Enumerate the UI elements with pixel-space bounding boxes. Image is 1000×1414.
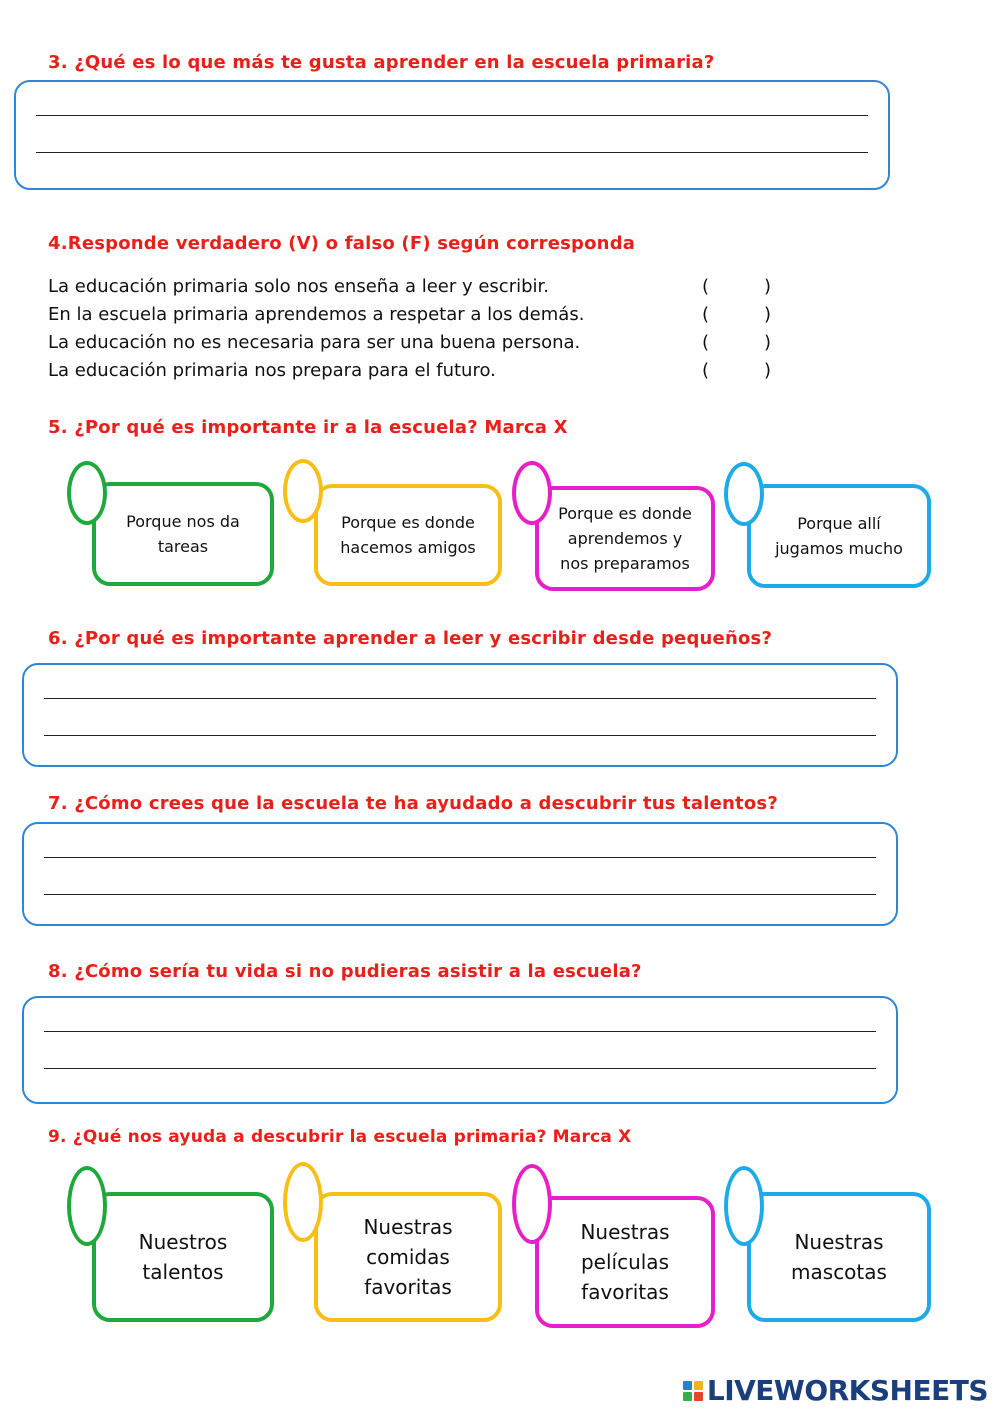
tf-answer-slot-2[interactable] <box>714 301 760 329</box>
answer-line <box>44 894 876 895</box>
q5-option-2-checkbox[interactable] <box>283 459 323 523</box>
q9-option-4-checkbox[interactable] <box>724 1166 764 1246</box>
liveworksheets-logo <box>683 1374 988 1407</box>
answer-box-q3[interactable] <box>14 80 890 190</box>
q5-option-1-line-1: Porque nos da <box>126 512 240 531</box>
q9-option-2-line-1: Nuestras <box>363 1215 453 1239</box>
q5-option-3-line-1: Porque es donde <box>558 504 692 523</box>
answer-box-q7[interactable] <box>22 822 898 926</box>
q5-option-3-checkbox[interactable] <box>512 461 552 525</box>
q9-option-card-4 <box>747 1192 931 1322</box>
question-6-title: 6. ¿Por qué es importante aprender a leer y escribir desde pequeños? <box>48 628 773 649</box>
q5-option-3-line-2: aprendemos y <box>567 529 683 548</box>
q9-option-1-line-2: talentos <box>142 1260 224 1284</box>
tf-statement-1: La educación primaria solo nos enseña a leer y escribir. <box>48 276 549 297</box>
q5-option-4-checkbox[interactable] <box>724 462 764 526</box>
q5-option-card-3 <box>535 486 715 591</box>
tf-statement-2: En la escuela primaria aprendemos a respetar a los demás. <box>48 304 585 325</box>
tf-close-paren: ) <box>764 276 772 297</box>
q5-option-3-line-3: nos preparamos <box>560 554 690 573</box>
tf-open-paren: ( <box>702 360 710 381</box>
q9-option-3-line-2: películas <box>580 1250 669 1274</box>
answer-line <box>44 735 876 736</box>
answer-box-q6[interactable] <box>22 663 898 767</box>
tf-close-paren: ) <box>764 360 772 381</box>
tf-answer-slot-3[interactable] <box>714 329 760 357</box>
q5-option-1-line-2: tareas <box>157 537 209 556</box>
q9-option-card-3 <box>535 1196 715 1328</box>
question-8-title: 8. ¿Cómo sería tu vida si no pudieras asistir a la escuela? <box>48 961 642 982</box>
tf-answer-slot-1[interactable] <box>714 273 760 301</box>
q5-option-1-checkbox[interactable] <box>67 461 107 525</box>
question-9-title: 9. ¿Qué nos ayuda a descubrir la escuela primaria? Marca X <box>48 1127 632 1147</box>
answer-line <box>44 857 876 858</box>
q5-option-card-2 <box>314 484 502 586</box>
q9-option-2-line-2: comidas <box>366 1245 450 1269</box>
liveworksheets-logo-icon <box>683 1381 703 1401</box>
answer-line <box>44 1068 876 1069</box>
q5-option-card-1 <box>92 482 274 586</box>
question-5-title: 5. ¿Por qué es importante ir a la escuela? Marca X <box>48 417 568 438</box>
answer-line <box>44 698 876 699</box>
tf-statement-3: La educación no es necesaria para ser una buena persona. <box>48 332 581 353</box>
question-3-title: 3. ¿Qué es lo que más te gusta aprender en la escuela primaria? <box>48 52 715 73</box>
answer-box-q8[interactable] <box>22 996 898 1104</box>
q5-option-2-line-1: Porque es donde <box>341 513 475 532</box>
tf-close-paren: ) <box>764 332 772 353</box>
answer-line <box>36 152 868 153</box>
tf-answer-slot-4[interactable] <box>714 357 760 385</box>
q9-option-1-checkbox[interactable] <box>67 1166 107 1246</box>
tf-close-paren: ) <box>764 304 772 325</box>
tf-open-paren: ( <box>702 332 710 353</box>
q5-option-card-4 <box>747 484 931 588</box>
q9-option-4-line-2: mascotas <box>791 1260 887 1284</box>
q9-option-2-line-3: favoritas <box>364 1275 452 1299</box>
tf-open-paren: ( <box>702 304 710 325</box>
q9-option-3-line-1: Nuestras <box>580 1220 670 1244</box>
q5-option-4-line-1: Porque allí <box>797 514 881 533</box>
q9-option-1-line-1: Nuestros <box>138 1230 228 1254</box>
q9-option-card-1 <box>92 1192 274 1322</box>
q5-option-2-line-2: hacemos amigos <box>340 538 476 557</box>
q9-option-3-line-3: favoritas <box>581 1280 669 1304</box>
question-4-title: 4.Responde verdadero (V) o falso (F) según corresponda <box>48 233 636 254</box>
answer-line <box>44 1031 876 1032</box>
tf-open-paren: ( <box>702 276 710 297</box>
answer-line <box>36 115 868 116</box>
q5-option-4-line-2: jugamos mucho <box>775 539 903 558</box>
q9-option-card-2 <box>314 1192 502 1322</box>
q9-option-4-line-1: Nuestras <box>794 1230 884 1254</box>
question-7-title: 7. ¿Cómo crees que la escuela te ha ayudado a descubrir tus talentos? <box>48 793 778 814</box>
q9-option-2-checkbox[interactable] <box>283 1162 323 1242</box>
liveworksheets-brand: LIVEWORKSHEETS <box>706 1374 988 1407</box>
tf-statement-4: La educación primaria nos prepara para el futuro. <box>48 360 496 381</box>
q9-option-3-checkbox[interactable] <box>512 1164 552 1244</box>
